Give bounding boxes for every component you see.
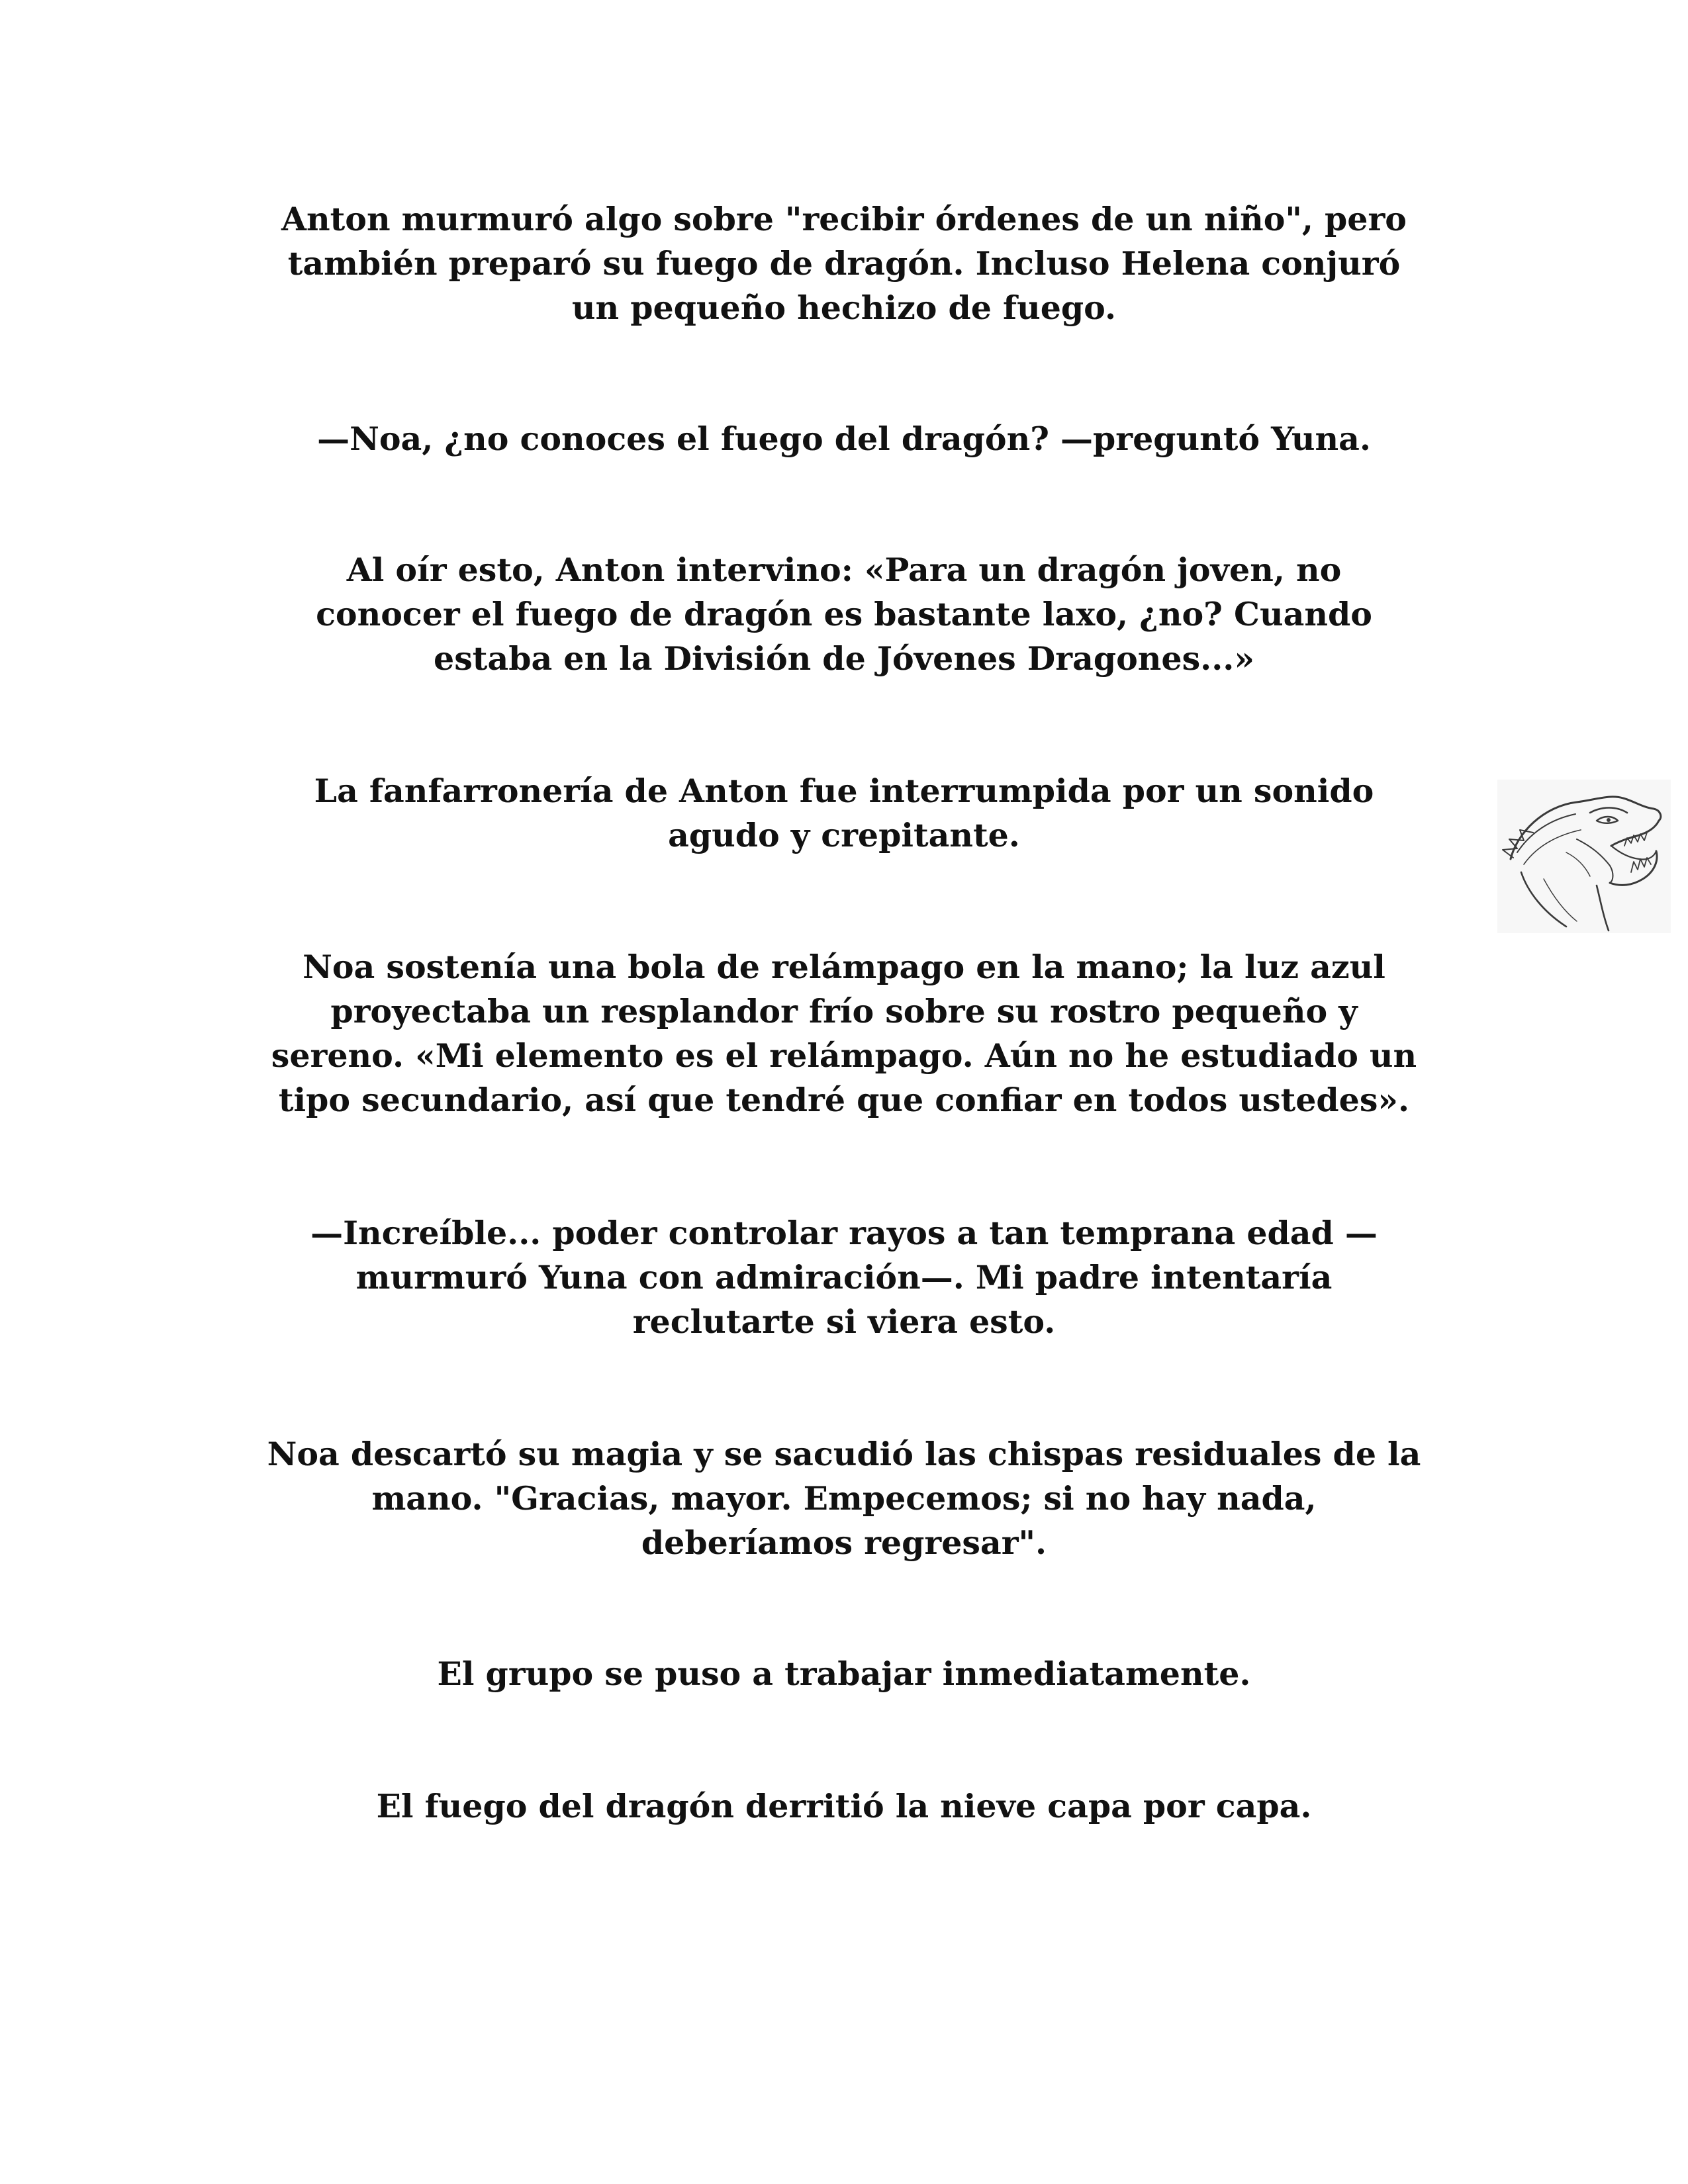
paragraph-3 bbox=[225, 548, 1463, 681]
paragraph-5 bbox=[225, 945, 1463, 1122]
paragraph-line: La fanfarronería de Anton fue interrumpida por un sonido bbox=[314, 772, 1374, 810]
paragraph-line: también preparó su fuego de dragón. Incluso Helena conjuró bbox=[287, 244, 1401, 283]
paragraph-2 bbox=[225, 417, 1463, 461]
paragraph-line: El fuego del dragón derritió la nieve capa por capa. bbox=[376, 1787, 1312, 1825]
paragraph-line: murmuró Yuna con admiración—. Mi padre intentaría bbox=[355, 1258, 1333, 1297]
paragraph-line: Noa descartó su magia y se sacudió las chispas residuales de la bbox=[267, 1435, 1421, 1473]
paragraph-line: Al oír esto, Anton intervino: «Para un dragón joven, no bbox=[346, 551, 1342, 589]
paragraph-7 bbox=[225, 1432, 1463, 1565]
paragraph-1 bbox=[225, 197, 1463, 330]
paragraph-line: reclutarte si viera esto. bbox=[632, 1302, 1056, 1341]
paragraph-line: conocer el fuego de dragón es bastante laxo, ¿no? Cuando bbox=[316, 595, 1372, 633]
paragraph-8 bbox=[225, 1652, 1463, 1696]
paragraph-line: Anton murmuró algo sobre "recibir órdenes de un niño", pero bbox=[281, 200, 1407, 238]
dragon-head-sketch-icon bbox=[1497, 780, 1671, 933]
paragraph-6 bbox=[225, 1211, 1463, 1344]
paragraph-line: mano. "Gracias, mayor. Empecemos; si no hay nada, bbox=[371, 1479, 1317, 1518]
paragraph-line: proyectaba un resplandor frío sobre su rostro pequeño y bbox=[330, 992, 1358, 1030]
paragraph-line: tipo secundario, así que tendré que confiar en todos ustedes». bbox=[278, 1081, 1410, 1119]
paragraph-line: un pequeño hechizo de fuego. bbox=[571, 289, 1117, 327]
paragraph-line: —Increíble... poder controlar rayos a tan temprana edad — bbox=[310, 1214, 1378, 1252]
paragraph-9 bbox=[225, 1784, 1463, 1829]
paragraph-4 bbox=[225, 769, 1463, 858]
paragraph-line: El grupo se puso a trabajar inmediatamente. bbox=[437, 1655, 1251, 1693]
paragraph-line: agudo y crepitante. bbox=[668, 816, 1020, 854]
paragraph-line: Noa sostenía una bola de relámpago en la mano; la luz azul bbox=[303, 948, 1385, 986]
paragraph-line: estaba en la División de Jóvenes Dragones...» bbox=[434, 639, 1254, 678]
paragraph-line: —Noa, ¿no conoces el fuego del dragón? —preguntó Yuna. bbox=[317, 420, 1371, 458]
paragraph-line: deberíamos regresar". bbox=[641, 1524, 1047, 1562]
paragraph-line: sereno. «Mi elemento es el relámpago. Aún no he estudiado un bbox=[271, 1036, 1417, 1075]
